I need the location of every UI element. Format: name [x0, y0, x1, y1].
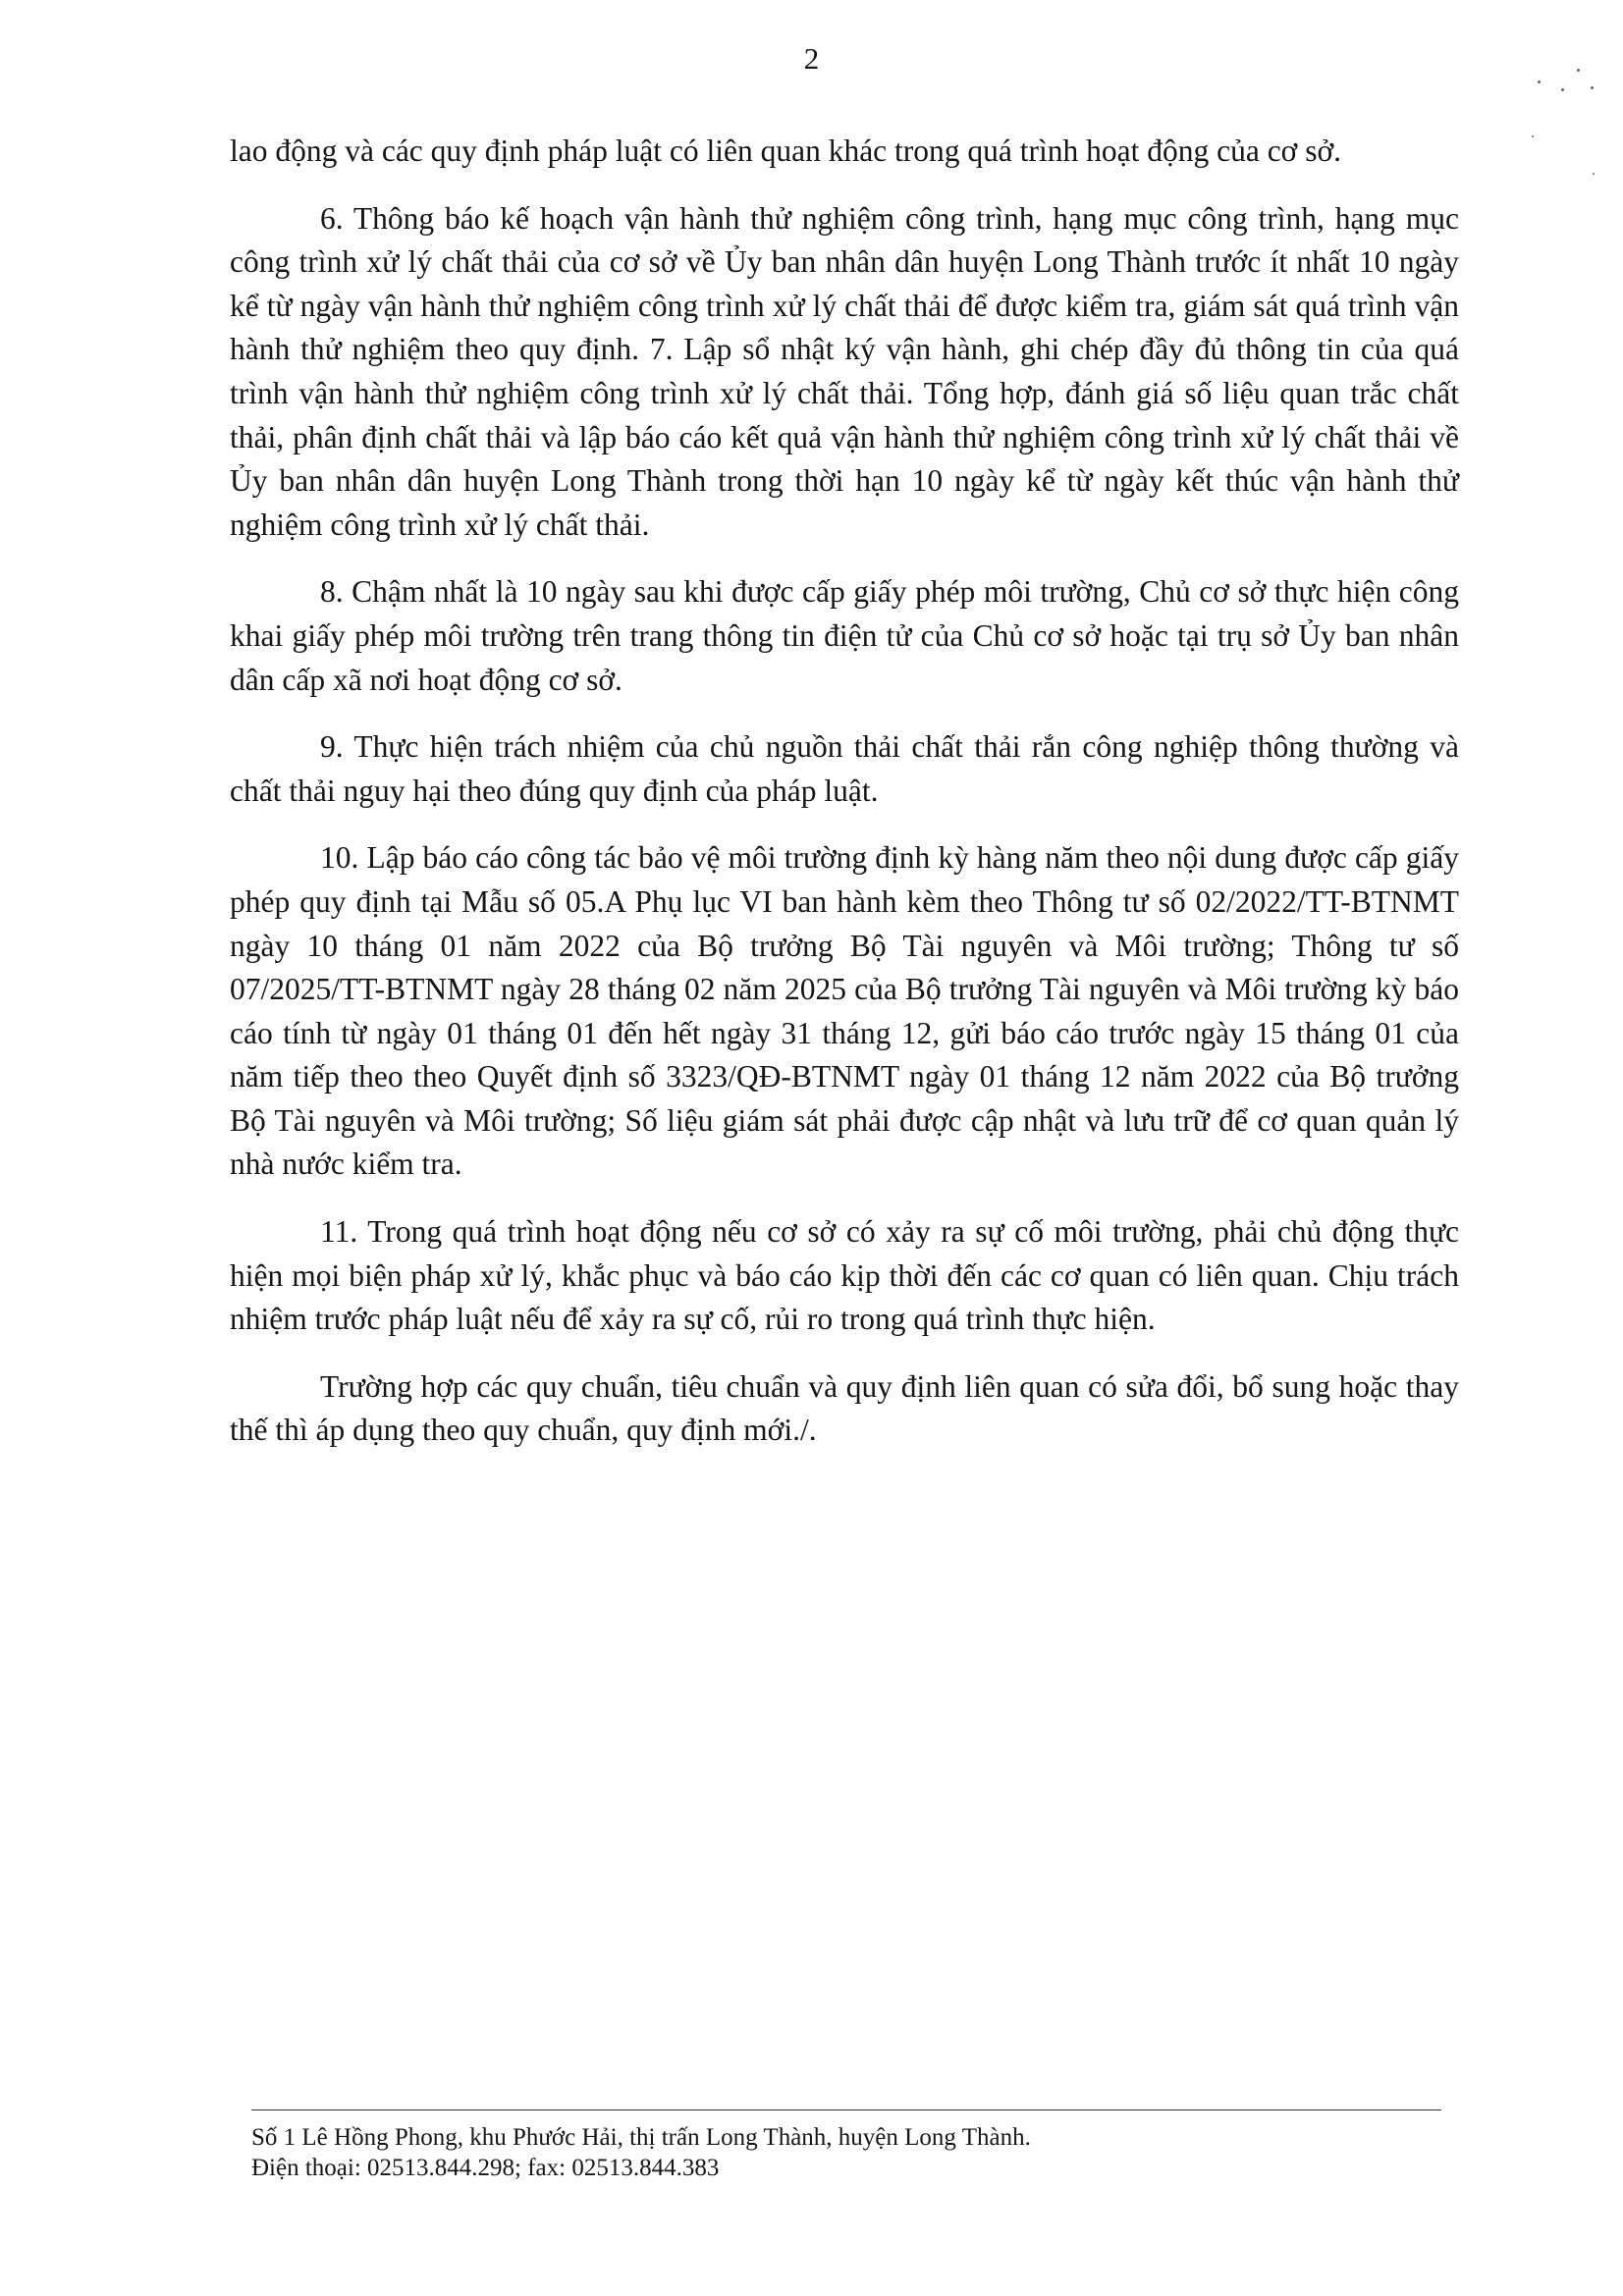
paragraph-item-10: 10. Lập báo cáo công tác bảo vệ môi trường định kỳ hàng năm theo nội dung được cấp giấy phép quy định tại Mẫu số 05.A Phụ lục VI ban hành kèm theo Thông tư số 02/2022/TT-BTNMT ngày 10 tháng 01 năm 2022 của Bộ trưởng Bộ Tài nguyên và Môi trường; Thông tư số 07/2025/TT-BTNMT ngày 28 tháng 02 năm 2025 của Bộ trưởng Tài nguyên và Môi trường kỳ báo cáo tính từ ngày 01 tháng 01 đến hết ngày 31 tháng 12, gửi báo cáo trước ngày 15 tháng 01 của năm tiếp theo theo Quyết định số 3323/QĐ-BTNMT ngày 01 tháng 12 năm 2022 của Bộ trưởng Bộ Tài nguyên và Môi trường; Số liệu giám sát phải được cập nhật và lưu trữ để cơ quan quản lý nhà nước kiểm tra. — [230, 840, 1459, 1182]
page-number: 2 — [803, 41, 820, 76]
paragraph-closing: Trường hợp các quy chuẩn, tiêu chuẩn và quy định liên quan có sửa đổi, bổ sung hoặc thay thế thì áp dụng theo quy chuẩn, quy định mới./. — [230, 1368, 1459, 1448]
scan-speck — [1593, 173, 1595, 175]
scan-speck — [1532, 135, 1534, 137]
paragraph-item-9: 9. Thực hiện trách nhiệm của chủ nguồn thải chất thải rắn công nghiệp thông thường và chất thải nguy hại theo đúng quy định của pháp luật. — [230, 729, 1459, 808]
scan-speck — [1591, 86, 1594, 89]
scan-speck — [1561, 88, 1564, 91]
document-body — [230, 130, 1459, 1476]
paragraph-item-11: 11. Trong quá trình hoạt động nếu cơ sở có xảy ra sự cố môi trường, phải chủ động thực hiện mọi biện pháp xử lý, khắc phục và báo cáo kịp thời đến các cơ quan có liên quan. Chịu trách nhiệm trước pháp luật nếu để xảy ra sự cố, rủi ro trong quá trình thực hiện. — [230, 1214, 1459, 1337]
footer-address: Số 1 Lê Hồng Phong, khu Phước Hải, thị trấn Long Thành, huyện Long Thành. — [251, 2124, 1031, 2151]
scan-speck — [1538, 80, 1541, 83]
paragraph-item-6-7: 6. Thông báo kế hoạch vận hành thử nghiệm công trình, hạng mục công trình, hạng mục công trình xử lý chất thải của cơ sở về Ủy ban nhân dân huyện Long Thành trước ít nhất 10 ngày kể từ ngày vận hành thử nghiệm công trình xử lý chất thải để được kiểm tra, giám sát quá trình vận hành thử nghiệm theo quy định. 7. Lập sổ nhật ký vận hành, ghi chép đầy đủ thông tin của quá trình vận hành thử nghiệm công trình xử lý chất thải. Tổng hợp, đánh giá số liệu quan trắc chất thải, phân định chất thải và lập báo cáo kết quả vận hành thử nghiệm công trình xử lý chất thải về Ủy ban nhân dân huyện Long Thành trong thời hạn 10 ngày kể từ ngày kết thúc vận hành thử nghiệm công trình xử lý chất thải. — [230, 200, 1459, 542]
paragraph-item-8: 8. Chậm nhất là 10 ngày sau khi được cấp giấy phép môi trường, Chủ cơ sở thực hiện công khai giấy phép môi trường trên trang thông tin điện tử của Chủ cơ sở hoặc tại trụ sở Ủy ban nhân dân cấp xã nơi hoạt động cơ sở. — [230, 574, 1459, 697]
scan-speck — [1577, 69, 1580, 72]
paragraph-continuation: lao động và các quy định pháp luật có liên quan khác trong quá trình hoạt động của cơ sở. — [230, 133, 1342, 168]
footer-contact: Điện thoại: 02513.844.298; fax: 02513.844.383 — [251, 2155, 720, 2181]
page-footer — [251, 2109, 1441, 2183]
